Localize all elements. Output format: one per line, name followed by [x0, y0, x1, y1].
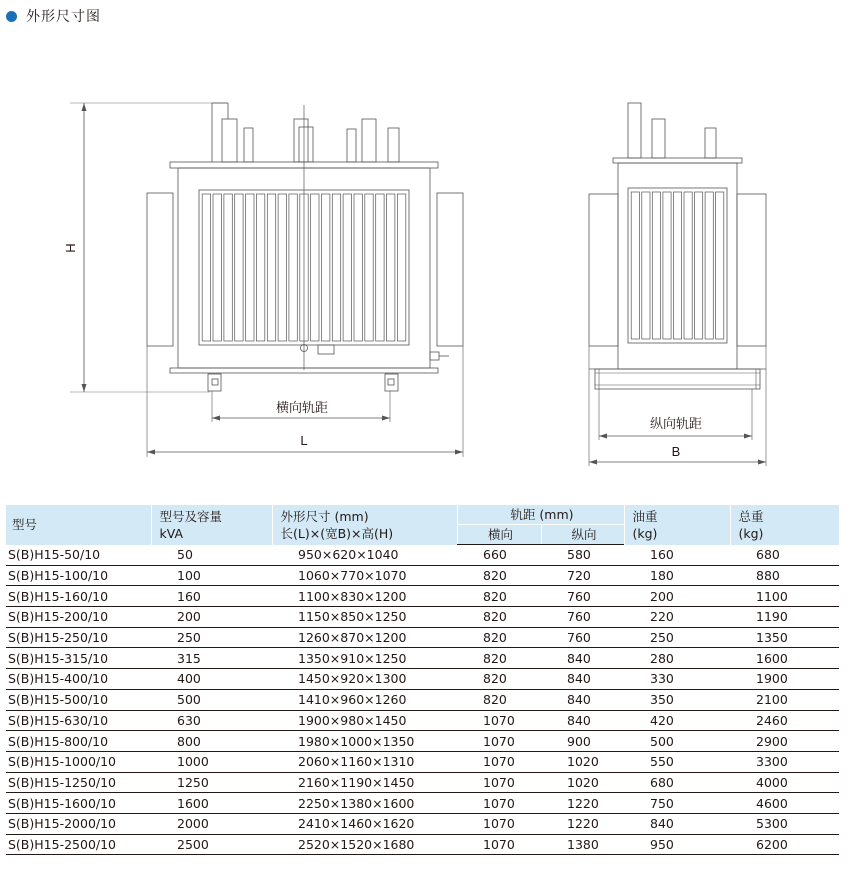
cell-dims: 1060×770×1070: [272, 565, 457, 586]
table-row: [6, 751, 839, 772]
cell-total: 4600: [730, 793, 839, 814]
cell-longitudinal: 1380: [541, 834, 624, 855]
cell-longitudinal: 840: [541, 648, 624, 669]
radiator-fin: [716, 192, 724, 339]
cell-model: S(B)H15-1000/10: [6, 751, 151, 772]
cell-dims: 1350×910×1250: [272, 648, 457, 669]
cell-longitudinal: 840: [541, 669, 624, 690]
transverse-gauge-label: 横向轨距: [275, 401, 329, 416]
cell-capacity: 50: [151, 545, 272, 566]
cell-oil: 200: [624, 586, 730, 607]
cell-transverse: 1070: [457, 813, 541, 834]
cell-dims: 1450×920×1300: [272, 669, 457, 690]
cell-longitudinal: 760: [541, 627, 624, 648]
cell-capacity: 400: [151, 669, 272, 690]
header-oil-line1: 油重: [632, 508, 658, 524]
spec-table: [6, 505, 839, 855]
header-dims: [272, 505, 457, 545]
cell-total: 1900: [730, 669, 839, 690]
table-row: [6, 813, 839, 834]
radiator-fin: [354, 194, 362, 341]
cell-longitudinal: 840: [541, 689, 624, 710]
radiator-fin: [663, 192, 671, 339]
cell-oil: 840: [624, 813, 730, 834]
header-gauge: 轨距 (mm): [457, 505, 624, 525]
header-gauge-transverse: 横向: [457, 525, 541, 545]
cell-model: S(B)H15-2500/10: [6, 834, 151, 855]
radiator-fin: [332, 194, 340, 341]
radiator-fin: [695, 192, 703, 339]
cell-model: S(B)H15-400/10: [6, 669, 151, 690]
cell-dims: 2160×1190×1450: [272, 772, 457, 793]
cell-model: S(B)H15-500/10: [6, 689, 151, 710]
cell-dims: 1150×850×1250: [272, 607, 457, 628]
cell-total: 680: [730, 545, 839, 566]
radiator-fin: [397, 194, 405, 341]
cell-total: 1190: [730, 607, 839, 628]
radiator-fin: [235, 194, 243, 341]
cell-total: 3300: [730, 751, 839, 772]
cell-total: 2460: [730, 710, 839, 731]
cell-oil: 950: [624, 834, 730, 855]
radiator-fin: [652, 192, 660, 339]
cell-transverse: 820: [457, 689, 541, 710]
table-row: [6, 710, 839, 731]
cell-transverse: 820: [457, 565, 541, 586]
cell-dims: 1900×980×1450: [272, 710, 457, 731]
radiator-fin: [684, 192, 692, 339]
cell-total: 1600: [730, 648, 839, 669]
cell-dims: 2520×1520×1680: [272, 834, 457, 855]
header-capacity-line2: kVA: [159, 525, 184, 541]
side-view: [589, 103, 766, 466]
header-capacity-line1: 型号及容量: [159, 508, 223, 524]
radiator-fin: [224, 194, 232, 341]
cell-dims: 2060×1160×1310: [272, 751, 457, 772]
cell-transverse: 820: [457, 669, 541, 690]
cell-transverse: 820: [457, 627, 541, 648]
table-row: [6, 669, 839, 690]
cell-capacity: 630: [151, 710, 272, 731]
cell-longitudinal: 1020: [541, 772, 624, 793]
cell-longitudinal: 760: [541, 586, 624, 607]
cell-capacity: 2500: [151, 834, 272, 855]
radiator-fin: [322, 194, 330, 341]
cell-oil: 330: [624, 669, 730, 690]
radiator-fin: [343, 194, 351, 341]
cell-capacity: 2000: [151, 813, 272, 834]
table-row: [6, 586, 839, 607]
cell-dims: 1410×960×1260: [272, 689, 457, 710]
cell-longitudinal: 720: [541, 565, 624, 586]
cell-transverse: 820: [457, 607, 541, 628]
dimension-b-label: B: [671, 444, 681, 459]
header-oil: [624, 505, 730, 545]
cell-longitudinal: 900: [541, 731, 624, 752]
table-row: [6, 607, 839, 628]
cell-transverse: 1070: [457, 710, 541, 731]
cell-oil: 750: [624, 793, 730, 814]
cell-model: S(B)H15-630/10: [6, 710, 151, 731]
cell-model: S(B)H15-50/10: [6, 545, 151, 566]
cell-transverse: 1070: [457, 731, 541, 752]
cell-dims: 950×620×1040: [272, 545, 457, 566]
radiator-fin: [705, 192, 713, 339]
cell-total: 1100: [730, 586, 839, 607]
front-view: [63, 103, 463, 457]
cell-total: 6200: [730, 834, 839, 855]
cell-longitudinal: 760: [541, 607, 624, 628]
cell-oil: 160: [624, 545, 730, 566]
radiator-fin: [387, 194, 395, 341]
cell-capacity: 1000: [151, 751, 272, 772]
cell-model: S(B)H15-200/10: [6, 607, 151, 628]
cell-oil: 220: [624, 607, 730, 628]
cell-dims: 1100×830×1200: [272, 586, 457, 607]
table-row: [6, 648, 839, 669]
cell-dims: 1980×1000×1350: [272, 731, 457, 752]
radiator-fin: [631, 192, 639, 339]
header-total-line1: 总重: [738, 508, 764, 524]
cell-transverse: 820: [457, 648, 541, 669]
table-header-row: [6, 505, 839, 525]
radiator-fin: [289, 194, 297, 341]
section-title: 外形尺寸图: [26, 9, 101, 25]
cell-oil: 350: [624, 689, 730, 710]
radiator-fin: [365, 194, 373, 341]
header-dims-line1: 外形尺寸 (mm): [280, 508, 369, 524]
header-total: [730, 505, 839, 545]
cell-total: 5300: [730, 813, 839, 834]
cell-capacity: 1600: [151, 793, 272, 814]
radiator-fin: [673, 192, 681, 339]
dimension-l-label: L: [300, 433, 308, 448]
cell-model: S(B)H15-1250/10: [6, 772, 151, 793]
cell-capacity: 1250: [151, 772, 272, 793]
cell-dims: 2250×1380×1600: [272, 793, 457, 814]
radiator-fin: [213, 194, 221, 341]
radiator-fin: [256, 194, 264, 341]
radiator-fin: [278, 194, 286, 341]
cell-total: 2900: [730, 731, 839, 752]
table-row: [6, 793, 839, 814]
cell-capacity: 250: [151, 627, 272, 648]
cell-transverse: 1070: [457, 793, 541, 814]
header-oil-line2: (kg): [632, 525, 658, 541]
cell-oil: 420: [624, 710, 730, 731]
cell-capacity: 200: [151, 607, 272, 628]
header-gauge-longitudinal: 纵向: [541, 525, 624, 545]
cell-total: 4000: [730, 772, 839, 793]
cell-capacity: 100: [151, 565, 272, 586]
cell-model: S(B)H15-2000/10: [6, 813, 151, 834]
cell-longitudinal: 1220: [541, 813, 624, 834]
radiator-fin: [246, 194, 254, 341]
cell-capacity: 800: [151, 731, 272, 752]
radiator-fin: [267, 194, 275, 341]
cell-model: S(B)H15-160/10: [6, 586, 151, 607]
radiator-fin: [376, 194, 384, 341]
header-dims-line2: 长(L)×(宽B)×高(H): [280, 525, 394, 541]
cell-dims: 2410×1460×1620: [272, 813, 457, 834]
table-row: [6, 834, 839, 855]
dimension-h-label: H: [63, 243, 78, 253]
cell-model: S(B)H15-100/10: [6, 565, 151, 586]
cell-transverse: 660: [457, 545, 541, 566]
cell-longitudinal: 580: [541, 545, 624, 566]
cell-longitudinal: 840: [541, 710, 624, 731]
cell-model: S(B)H15-250/10: [6, 627, 151, 648]
table-row: [6, 545, 839, 566]
cell-dims: 1260×870×1200: [272, 627, 457, 648]
cell-oil: 500: [624, 731, 730, 752]
cell-oil: 680: [624, 772, 730, 793]
cell-oil: 550: [624, 751, 730, 772]
table-row: [6, 689, 839, 710]
cell-model: S(B)H15-800/10: [6, 731, 151, 752]
cell-longitudinal: 1020: [541, 751, 624, 772]
cell-transverse: 1070: [457, 772, 541, 793]
cell-total: 2100: [730, 689, 839, 710]
table-row: [6, 565, 839, 586]
cell-capacity: 160: [151, 586, 272, 607]
radiator-fin: [202, 194, 210, 341]
cell-transverse: 1070: [457, 751, 541, 772]
cell-total: 880: [730, 565, 839, 586]
table-row: [6, 731, 839, 752]
table-row: [6, 772, 839, 793]
cell-total: 1350: [730, 627, 839, 648]
table-row: [6, 627, 839, 648]
cell-capacity: 500: [151, 689, 272, 710]
header-total-line2: (kg): [738, 525, 764, 541]
cell-model: S(B)H15-1600/10: [6, 793, 151, 814]
cell-transverse: 820: [457, 586, 541, 607]
header-capacity: [151, 505, 272, 545]
longitudinal-gauge-label: 纵向轨距: [649, 417, 703, 432]
radiator-fin: [311, 194, 319, 341]
cell-model: S(B)H15-315/10: [6, 648, 151, 669]
cell-oil: 250: [624, 627, 730, 648]
cell-longitudinal: 1220: [541, 793, 624, 814]
radiator-fin: [642, 192, 650, 339]
header-model: 型号: [6, 505, 151, 545]
cell-capacity: 315: [151, 648, 272, 669]
cell-oil: 280: [624, 648, 730, 669]
cell-transverse: 1070: [457, 834, 541, 855]
cell-oil: 180: [624, 565, 730, 586]
